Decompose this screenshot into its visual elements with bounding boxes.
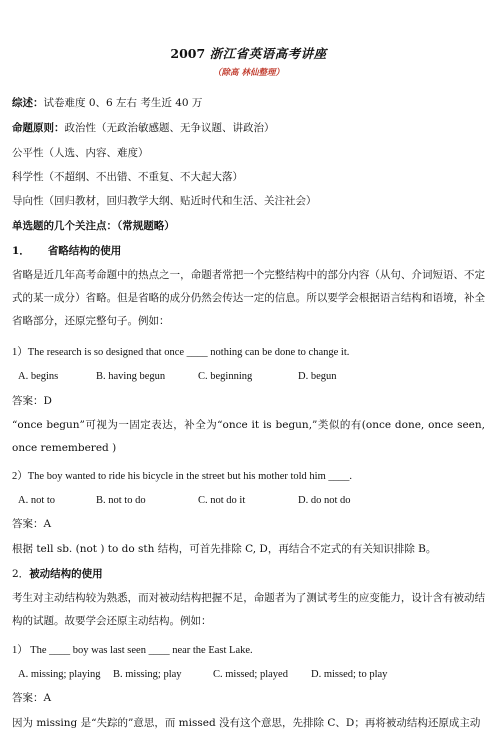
section-title: 被动结构的使用 (29, 568, 103, 580)
answer-explanation: 因为 missing 是“失踪的”意思，而 missed 没有这个意思，先排除 C、D；再将被动结构还原成主动 (12, 717, 481, 729)
question-options (18, 668, 485, 681)
principles-label: 命题原则： (12, 122, 65, 134)
document-subtitle: （除高 林仙整理） (213, 68, 284, 78)
principles-line (12, 122, 485, 135)
answer-line (12, 692, 485, 705)
option-d: D. missed; to play (311, 669, 388, 680)
answer-value: A (43, 518, 52, 530)
summary-label: 综述： (12, 97, 44, 109)
title-year: 2007 (170, 46, 206, 61)
option-a: A. missing; playing (18, 669, 101, 680)
option-a: A. begins (18, 371, 59, 382)
section-heading (12, 245, 485, 258)
option-d: D. begun (298, 371, 337, 382)
question-stem: 1） The ____ boy was last seen ____ near the East Lake. (12, 645, 253, 656)
answer-label: 答案： (12, 518, 44, 530)
option-c: C. beginning (198, 371, 253, 382)
option-a: A. not to (18, 495, 56, 506)
answer-label: 答案： (12, 395, 44, 407)
answer-label: 答案： (12, 692, 44, 704)
section-number: 2． (12, 568, 30, 580)
summary-line (12, 97, 485, 110)
answer-explanation: 根据 tell sb. (not ) to do sth 结构，可首先排除 C, D，再结合不定式的有关知识排除 B。 (12, 543, 437, 555)
section-intro: 省略是近几年高考命题中的热点之一，命题者常把一个完整结构中的部分内容（从句、介词短语、不定式的某一成分）省略。但是省略的成分仍然会传达一定的信息。所以要学会根据语言结构和语境，补全省略部分，还原完整句子。例如： (12, 269, 485, 327)
guidance-line: 导向性（回归教材，回归教学大纲、贴近时代和生活、关注社会） (12, 195, 317, 207)
answer-explanation: “once begun”可视为一固定表达，补全为“once it is begun,”类似的有(once done, once seen, once remembered ) (12, 419, 485, 454)
answer-line (12, 518, 485, 531)
section-intro: 考生对主动结构较为熟悉，而对被动结构把握不足，命题者为了测试考生的应变能力，设计含有被动结构的试题。故要学会还原主动结构。例如： (12, 592, 485, 627)
option-c: C. missed; played (213, 669, 288, 680)
question-options (18, 370, 485, 383)
answer-line (12, 395, 485, 408)
principles-text: 政治性（无政治敏感题、无争议题、讲政治） (64, 122, 275, 134)
question-stem: 1）The research is so designed that once ____ nothing can be done to change it. (12, 347, 350, 358)
option-b: B. missing; play (113, 669, 182, 680)
fairness-line: 公平性（人选、内容、难度） (12, 147, 149, 159)
option-b: B. having begun (96, 371, 166, 382)
section-title: 省略结构的使用 (47, 245, 122, 257)
answer-value: D (43, 395, 52, 407)
section-number: 1． (12, 245, 30, 257)
summary-text: 试卷难度 0、6 左右 考生近 40 万 (43, 97, 203, 109)
option-b: B. not to do (96, 495, 146, 506)
option-c: C. not do it (198, 495, 246, 506)
title-text: 浙江省英语高考讲座 (209, 46, 327, 61)
answer-value: A (43, 692, 52, 704)
question-stem: 2）The boy wanted to ride his bicycle in the street but his mother told him ____. (12, 471, 353, 482)
section-heading (12, 568, 485, 581)
document-title (0, 46, 497, 62)
question-options (18, 494, 485, 507)
science-line: 科学性（不超纲、不出错、不重复、不大起大落） (12, 171, 243, 183)
focus-heading: 单选题的几个关注点：（常规题略） (12, 220, 175, 232)
option-d: D. do not do (298, 495, 351, 506)
